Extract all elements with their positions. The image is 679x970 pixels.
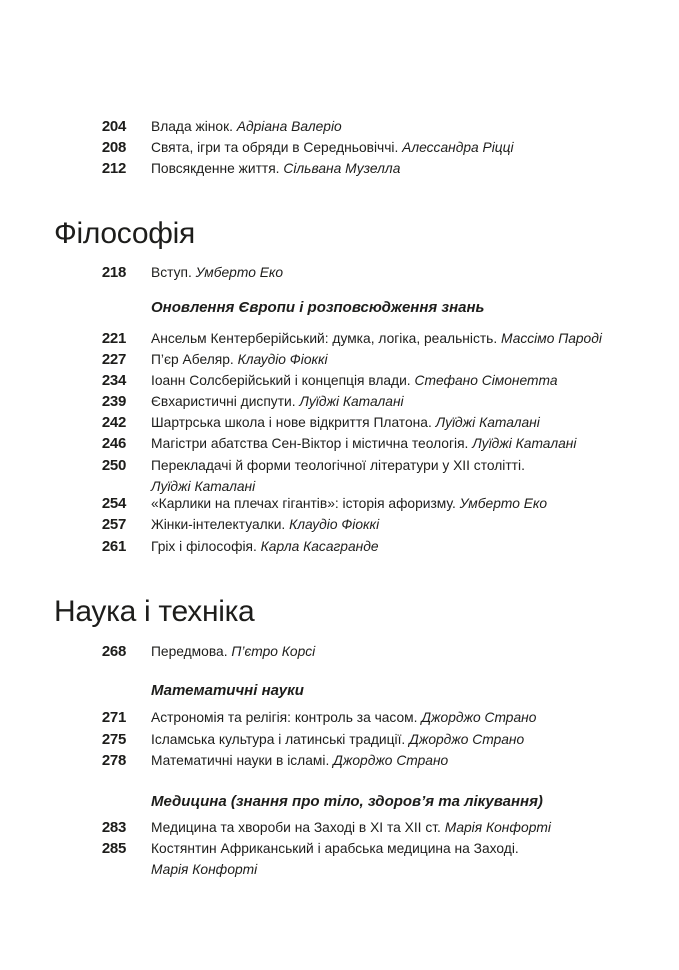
entry-author: Адріана Валеріо <box>236 119 342 134</box>
entry-text <box>151 328 621 349</box>
page-number: 254 <box>101 495 126 512</box>
page-number: 208 <box>101 139 126 156</box>
entry-text <box>151 817 621 838</box>
entry-text <box>151 707 621 728</box>
entry-author: Луїджі Каталані <box>299 394 404 409</box>
entry-author: Марія Конфорті <box>151 862 258 877</box>
page-number: 271 <box>101 709 126 726</box>
entry-author: Стефано Сімонетта <box>414 373 558 388</box>
entry-text <box>151 116 621 137</box>
entry-author: Умберто Еко <box>195 265 284 280</box>
page-number: 278 <box>101 752 126 769</box>
entry-author: П’єтро Корсі <box>231 644 316 659</box>
entry-title: Передмова. <box>151 644 228 659</box>
entry-title: Магістри абатства Сен-Віктор і містична теологія. <box>151 436 469 451</box>
entry-author: Луїджі Каталані <box>472 436 577 451</box>
page-number: 268 <box>101 643 126 660</box>
page-number: 239 <box>101 393 126 410</box>
entry-title: Іоанн Солсберійський і концепція влади. <box>151 373 411 388</box>
entry-title: Жінки-інтелектуалки. <box>151 517 286 532</box>
subsection-title: Оновлення Європи і розповсюдження знань <box>151 299 485 316</box>
entry-author: Джорджо Страно <box>409 732 525 747</box>
entry-title: Математичні науки в ісламі. <box>151 753 330 768</box>
entry-title: П’єр Абеляр. <box>151 352 234 367</box>
entry-title: Гріх і філософія. <box>151 539 257 554</box>
entry-author: Клаудіо Фіоккі <box>289 517 380 532</box>
page-number: 221 <box>101 330 126 347</box>
entry-author: Джорджо Страно <box>333 753 449 768</box>
page-number: 218 <box>101 264 126 281</box>
page-number: 204 <box>101 118 126 135</box>
section-title-philosophy: Філософія <box>54 217 195 250</box>
entry-text <box>151 158 621 179</box>
page-number: 285 <box>101 840 126 857</box>
entry-author: Луїджі Каталані <box>435 415 540 430</box>
page-number: 275 <box>101 731 126 748</box>
page-number: 242 <box>101 414 126 431</box>
subsection-title: Медицина (знання про тіло, здоров’я та лікування) <box>151 793 543 810</box>
entry-text <box>151 262 621 283</box>
entry-text <box>151 641 621 662</box>
entry-title: Влада жінок. <box>151 119 233 134</box>
entry-text <box>151 391 621 412</box>
entry-author: Джорджо Страно <box>421 710 537 725</box>
entry-title: Повсякденне життя. <box>151 161 280 176</box>
entry-author: Карла Касагранде <box>260 539 379 554</box>
entry-text <box>151 536 621 557</box>
page-number: 261 <box>101 538 126 555</box>
page-number: 283 <box>101 819 126 836</box>
page-number: 212 <box>101 160 126 177</box>
entry-text <box>151 729 621 750</box>
entry-text <box>151 493 621 514</box>
section-title-science: Наука і техніка <box>54 595 255 628</box>
entry-author: Сільвана Музелла <box>283 161 401 176</box>
entry-title: «Карлики на плечах гігантів»: історія афоризму. <box>151 496 456 511</box>
entry-title: Ісламська культура і латинські традиції. <box>151 732 406 747</box>
page-number: 227 <box>101 351 126 368</box>
subsection-title: Математичні науки <box>151 682 304 699</box>
entry-text <box>151 137 621 158</box>
page-number: 250 <box>101 457 126 474</box>
entry-title: Медицина та хвороби на Заході в ХІ та ХІІ ст. <box>151 820 441 835</box>
entry-text <box>151 412 621 433</box>
entry-title: Перекладачі й форми теологічної літератури у ХІІ столітті. <box>151 458 525 473</box>
entry-title: Ансельм Кентерберійський: думка, логіка, реальність. <box>151 331 498 346</box>
page-number: 257 <box>101 516 126 533</box>
entry-text <box>151 370 621 391</box>
entry-title: Шартрська школа і нове відкриття Платона. <box>151 415 432 430</box>
entry-title: Костянтин Африканський і арабська медицина на Заході. <box>151 841 519 856</box>
entry-author: Клаудіо Фіоккі <box>237 352 328 367</box>
entry-text <box>151 455 561 497</box>
page-number: 234 <box>101 372 126 389</box>
entry-title: Євхаристичні диспути. <box>151 394 296 409</box>
entry-text <box>151 514 621 535</box>
entry-text <box>151 838 561 880</box>
entry-author: Луїджі Каталані <box>151 479 256 494</box>
entry-author: Массімо Пароді <box>501 331 602 346</box>
entry-author: Марія Конфорті <box>444 820 551 835</box>
entry-text <box>151 750 621 771</box>
page-number: 246 <box>101 435 126 452</box>
entry-author: Умберто Еко <box>459 496 548 511</box>
entry-text <box>151 349 621 370</box>
entry-title: Вступ. <box>151 265 192 280</box>
entry-author: Алессандра Ріцці <box>402 140 514 155</box>
entry-text <box>151 433 621 454</box>
entry-title: Свята, ігри та обряди в Середньовіччі. <box>151 140 399 155</box>
entry-title: Астрономія та релігія: контроль за часом. <box>151 710 418 725</box>
